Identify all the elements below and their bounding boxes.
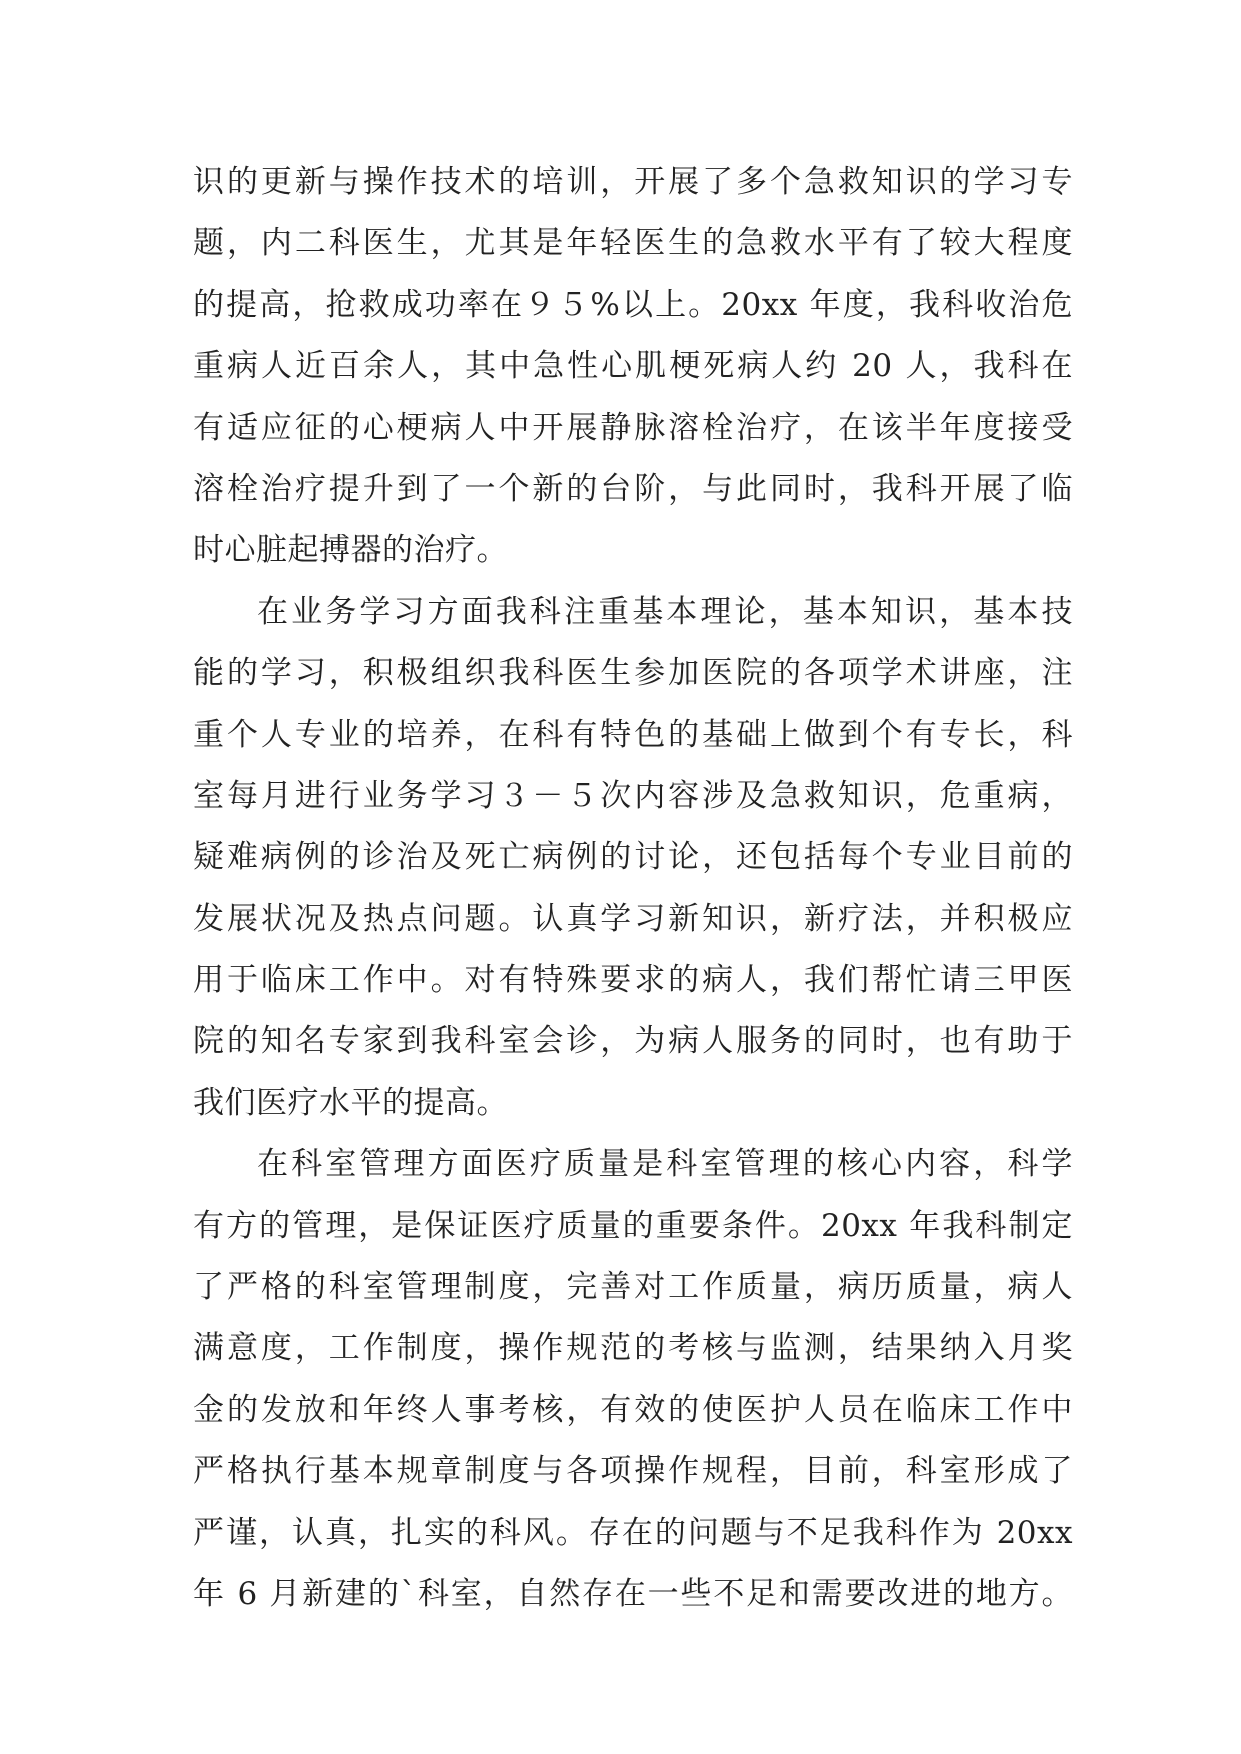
paragraph-2-line-9: 我们医疗水平的提高。 bbox=[193, 1084, 508, 1121]
paragraph-1-line-2: 题，内二科医生，尤其是年轻医生的急救水平有了较大程度 bbox=[193, 225, 1073, 262]
paragraph-2-line-3: 重个人专业的培养，在科有特色的基础上做到个有专长，科 bbox=[193, 716, 1073, 753]
paragraph-3-line-6: 严格执行基本规章制度与各项操作规程，目前，科室形成了 bbox=[193, 1453, 1073, 1490]
paragraph-2-line-5: 疑难病例的诊治及死亡病例的讨论，还包括每个专业目前的 bbox=[193, 839, 1073, 876]
paragraph-3-line-1: 在科室管理方面医疗质量是科室管理的核心内容，科学 bbox=[257, 1146, 1073, 1183]
paragraph-1-line-3: 的提高，抢救成功率在９５%以上。20xx 年度，我科收治危 bbox=[193, 286, 1073, 323]
paragraph-1-line-5: 有适应征的心梗病人中开展静脉溶栓治疗，在该半年度接受 bbox=[193, 409, 1073, 446]
paragraph-3-line-4: 满意度，工作制度，操作规范的考核与监测，结果纳入月奖 bbox=[193, 1330, 1073, 1367]
paragraph-1-line-1: 识的更新与操作技术的培训，开展了多个急救知识的学习专 bbox=[193, 164, 1073, 200]
paragraph-2-line-4: 室每月进行业务学习３－５次内容涉及急救知识，危重病， bbox=[193, 777, 1073, 814]
paragraph-3-line-7: 严谨，认真，扎实的科风。存在的问题与不足我科作为 20xx bbox=[193, 1514, 1073, 1551]
paragraph-1-line-7: 时心脏起搏器的治疗。 bbox=[193, 532, 508, 569]
paragraph-3-line-3: 了严格的科室管理制度，完善对工作质量，病历质量，病人 bbox=[193, 1269, 1073, 1306]
paragraph-1-line-6: 溶栓治疗提升到了一个新的台阶，与此同时，我科开展了临 bbox=[193, 470, 1073, 507]
paragraph-2-line-8: 院的知名专家到我科室会诊，为病人服务的同时，也有助于 bbox=[193, 1023, 1073, 1060]
paragraph-3-line-5: 金的发放和年终人事考核，有效的使医护人员在临床工作中 bbox=[193, 1391, 1073, 1428]
paragraph-3-line-8: 年 6 月新建的`科室，自然存在一些不足和需要改进的地方。 bbox=[193, 1575, 1073, 1612]
paragraph-2-line-7: 用于临床工作中。对有特殊要求的病人，我们帮忙请三甲医 bbox=[193, 962, 1073, 999]
paragraph-3-line-2: 有方的管理，是保证医疗质量的重要条件。20xx 年我科制定 bbox=[193, 1207, 1073, 1244]
paragraph-1-line-4: 重病人近百余人，其中急性心肌梗死病人约 20 人，我科在 bbox=[193, 348, 1073, 385]
paragraph-2-line-1: 在业务学习方面我科注重基本理论，基本知识，基本技 bbox=[257, 593, 1073, 630]
body-text bbox=[193, 152, 1073, 1625]
paragraph-2-line-2: 能的学习，积极组织我科医生参加医院的各项学术讲座，注 bbox=[193, 655, 1073, 692]
paragraph-2-line-6: 发展状况及热点问题。认真学习新知识，新疗法，并积极应 bbox=[193, 900, 1073, 937]
